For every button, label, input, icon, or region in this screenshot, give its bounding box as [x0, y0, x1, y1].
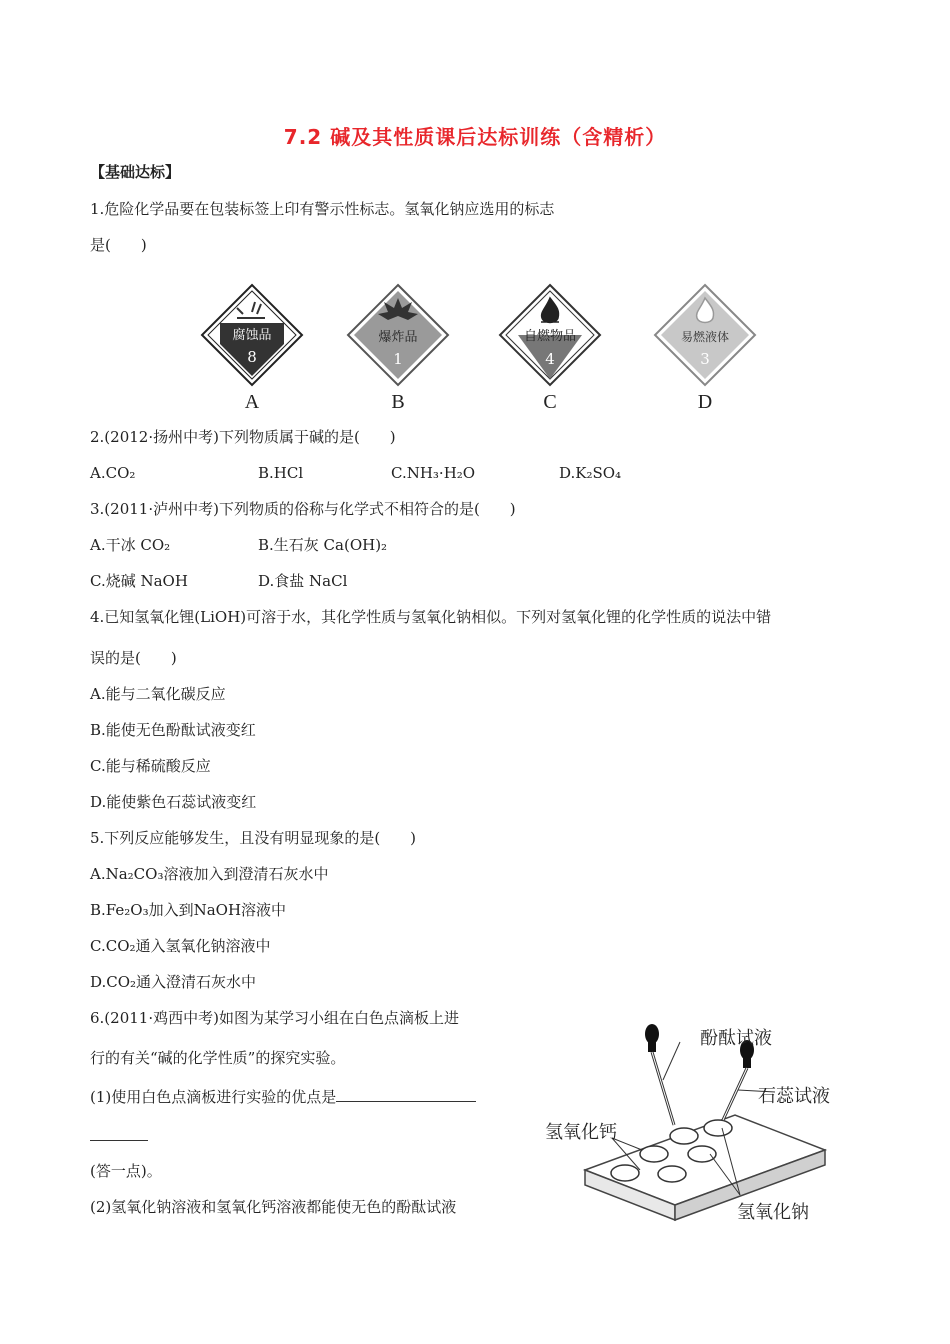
sign-c-letter: C	[543, 391, 557, 413]
question-2-option-d: D.K₂SO₄	[559, 464, 622, 482]
sign-a-number: 8	[247, 348, 257, 366]
question-5-stem: 5.下列反应能够发生，且没有明显现象的是( )	[90, 829, 417, 847]
label-calcium-hydroxide: 氢氧化钙	[545, 1122, 617, 1143]
answer-blank[interactable]	[336, 1087, 476, 1102]
question-4-option-d: D.能使紫色石蕊试液变红	[90, 793, 257, 811]
question-6-stem-cont: 行的有关“碱的化学性质”的探究实验。	[90, 1049, 346, 1067]
section-heading: 【基础达标】	[90, 163, 181, 181]
sign-d-number: 3	[700, 350, 710, 368]
sign-c-label: 自燃物品	[523, 329, 577, 344]
question-4-option-a: A.能与二氧化碳反应	[90, 685, 226, 703]
answer-blank-cont[interactable]	[90, 1126, 148, 1146]
question-2-option-c: C.NH₃·H₂O	[391, 464, 476, 482]
sign-d-label: 易燃液体	[680, 330, 730, 344]
question-2-stem: 2.(2012·扬州中考)下列物质属于碱的是( )	[90, 428, 396, 446]
label-litmus: 石蕊试液	[758, 1086, 830, 1107]
question-5-option-a: A.Na₂CO₃溶液加入到澄清石灰水中	[90, 865, 329, 883]
phenolphthalein-dropper	[645, 1024, 674, 1125]
question-3-stem: 3.(2011·泸州中考)下列物质的俗称与化学式不相符合的是( )	[90, 500, 516, 518]
label-phenolphthalein: 酚酞试液	[700, 1028, 772, 1049]
sign-b-label: 爆炸品	[378, 330, 418, 345]
question-4-stem-cont: 误的是( )	[90, 649, 177, 667]
corrosive-sign	[202, 285, 302, 413]
page-title: 7.2 碱及其性质课后达标训练（含精析）	[283, 125, 667, 149]
flammable-liquid-sign	[655, 285, 755, 413]
question-3-option-c: C.烧碱 NaOH	[90, 572, 188, 590]
question-3-option-b: B.生石灰 Ca(OH)₂	[258, 536, 388, 554]
sign-a-label: 腐蚀品	[232, 328, 272, 343]
question-6-part-1-text: (1)使用白色点滴板进行实验的优点是	[90, 1088, 337, 1106]
question-4-stem: 4.已知氢氧化锂(LiOH)可溶于水，其化学性质与氢氧化钠相似。下列对氢氧化锂的化学性质的说法中错	[90, 608, 772, 626]
explosive-sign	[348, 285, 448, 413]
sign-a-letter: A	[244, 391, 260, 413]
label-sodium-hydroxide: 氢氧化钠	[737, 1202, 809, 1223]
sign-b-letter: B	[391, 391, 405, 413]
hazard-signs-figure	[195, 280, 775, 415]
question-4-option-b: B.能使无色酚酞试液变红	[90, 721, 256, 739]
spot-plate-figure	[530, 1020, 850, 1240]
question-5-option-d: D.CO₂通入澄清石灰水中	[90, 973, 257, 991]
question-6-part-2: (2)氢氧化钠溶液和氢氧化钙溶液都能使无色的酚酞试液	[90, 1198, 457, 1216]
spontaneous-combustion-sign	[500, 285, 600, 413]
question-1-stem: 1.危险化学品要在包装标签上印有警示性标志。氢氧化钠应选用的标志	[90, 200, 555, 218]
question-6-stem: 6.(2011·鸡西中考)如图为某学习小组在白色点滴板上进	[90, 1009, 459, 1027]
question-3-option-d: D.食盐 NaCl	[258, 572, 348, 590]
litmus-dropper	[723, 1040, 754, 1120]
question-6-part-1	[90, 1087, 476, 1107]
sign-d-letter: D	[697, 391, 713, 413]
question-2-option-a: A.CO₂	[90, 464, 136, 482]
sign-c-number: 4	[545, 350, 555, 368]
sign-b-number: 1	[393, 350, 403, 368]
question-5-option-c: C.CO₂通入氢氧化钠溶液中	[90, 937, 271, 955]
question-6-part-1-end: (答一点)。	[90, 1162, 162, 1180]
question-1-stem-cont: 是( )	[90, 236, 147, 254]
question-3-option-a: A.干冰 CO₂	[90, 536, 171, 554]
question-5-option-b: B.Fe₂O₃加入到NaOH溶液中	[90, 901, 287, 919]
question-2-option-b: B.HCl	[258, 464, 304, 482]
question-4-option-c: C.能与稀硫酸反应	[90, 757, 211, 775]
